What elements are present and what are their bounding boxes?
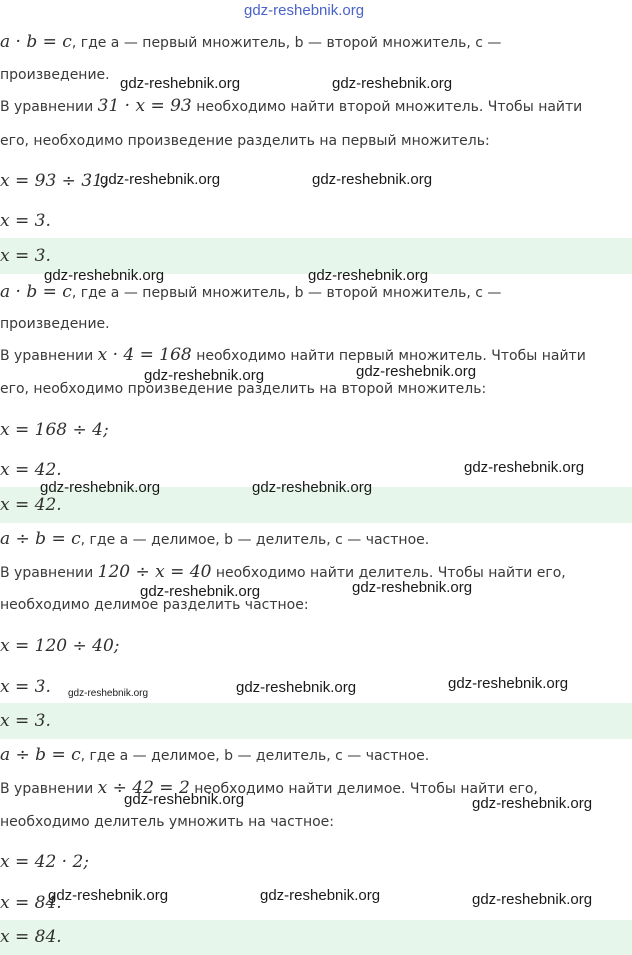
definition-formula: a ÷ b = c bbox=[0, 529, 81, 549]
definition-formula: a · b = c bbox=[0, 32, 72, 52]
definition-line bbox=[0, 529, 632, 550]
equation-line bbox=[0, 595, 632, 615]
watermark: gdz-reshebnik.org bbox=[236, 679, 357, 696]
equation-formula: 120 ÷ x = 40 bbox=[97, 562, 212, 582]
watermark: gdz-reshebnik.org bbox=[472, 891, 593, 908]
definition-text: , где a — делимое, b — делитель, c — частное. bbox=[80, 532, 430, 548]
watermark: gdz-reshebnik.org bbox=[140, 583, 261, 600]
equation-line bbox=[0, 131, 632, 151]
solution-step: x = 168 ÷ 4; bbox=[0, 420, 109, 440]
equation-line bbox=[0, 345, 632, 366]
equation-formula: x ÷ 42 = 2 bbox=[97, 778, 190, 798]
equation-text: необходимо найти делимое. Чтобы найти его, bbox=[189, 781, 538, 797]
equation-line bbox=[0, 96, 632, 117]
watermark: gdz-reshebnik.org bbox=[472, 795, 593, 812]
equation-intro: В уравнении bbox=[0, 348, 98, 364]
solution-step: x = 42. bbox=[0, 460, 62, 480]
definition-formula: a · b = c bbox=[0, 282, 72, 302]
solution-step: x = 3. bbox=[0, 211, 51, 231]
watermark: gdz-reshebnik.org bbox=[448, 675, 569, 692]
watermark: gdz-reshebnik.org bbox=[44, 267, 165, 284]
equation-line bbox=[0, 379, 632, 399]
definition-text: , где a — делимое, b — делитель, c — частное. bbox=[80, 748, 430, 764]
watermark: gdz-reshebnik.org bbox=[68, 688, 149, 699]
equation-line bbox=[0, 812, 632, 832]
watermark: gdz-reshebnik.org bbox=[40, 479, 161, 496]
watermark: gdz-reshebnik.org bbox=[120, 75, 241, 92]
definition-text: , где a — первый множитель, b — второй множитель, c — bbox=[71, 285, 502, 301]
watermark-top: gdz-reshebnik.org bbox=[244, 2, 365, 19]
equation-intro: В уравнении bbox=[0, 99, 98, 115]
equation-intro: В уравнении bbox=[0, 781, 98, 797]
equation-formula: 31 · x = 93 bbox=[97, 96, 192, 116]
watermark: gdz-reshebnik.org bbox=[352, 579, 473, 596]
definition-text: произведение. bbox=[0, 316, 110, 332]
watermark: gdz-reshebnik.org bbox=[144, 367, 265, 384]
answer-line: x = 3. bbox=[0, 246, 51, 266]
definition-text: , где a — первый множитель, b — второй множитель, c — bbox=[71, 35, 502, 51]
watermark: gdz-reshebnik.org bbox=[48, 887, 169, 904]
watermark: gdz-reshebnik.org bbox=[252, 479, 373, 496]
definition-formula: a ÷ b = c bbox=[0, 745, 81, 765]
equation-intro: В уравнении bbox=[0, 565, 98, 581]
equation-text: его, необходимо произведение разделить на первый множитель: bbox=[0, 133, 490, 149]
equation-text: необходимо найти делитель. Чтобы найти его, bbox=[211, 565, 566, 581]
watermark: gdz-reshebnik.org bbox=[124, 791, 245, 808]
solution-step: x = 120 ÷ 40; bbox=[0, 636, 120, 656]
equation-formula: x · 4 = 168 bbox=[97, 345, 192, 365]
watermark: gdz-reshebnik.org bbox=[100, 171, 221, 188]
definition-text: произведение. bbox=[0, 67, 110, 83]
watermark: gdz-reshebnik.org bbox=[332, 75, 453, 92]
equation-text: его, необходимо произведение разделить на второй множитель: bbox=[0, 381, 487, 397]
watermark: gdz-reshebnik.org bbox=[356, 363, 477, 380]
solution-step: x = 93 ÷ 31; bbox=[0, 171, 109, 191]
definition-line bbox=[0, 314, 632, 334]
equation-text: необходимо найти второй множитель. Чтобы найти bbox=[191, 99, 583, 115]
equation-text: необходимо найти первый множитель. Чтобы найти bbox=[191, 348, 586, 364]
definition-line bbox=[0, 282, 632, 303]
solution-step: x = 3. bbox=[0, 677, 51, 697]
equation-text: необходимо делитель умножить на частное: bbox=[0, 814, 334, 830]
watermark: gdz-reshebnik.org bbox=[308, 267, 429, 284]
answer-line: x = 84. bbox=[0, 927, 62, 947]
answer-line: x = 3. bbox=[0, 711, 51, 731]
equation-text: необходимо делимое разделить частное: bbox=[0, 597, 309, 613]
answer-line: x = 42. bbox=[0, 495, 62, 515]
solution-step: x = 42 · 2; bbox=[0, 852, 90, 872]
definition-line bbox=[0, 32, 632, 53]
watermark: gdz-reshebnik.org bbox=[260, 887, 381, 904]
definition-line bbox=[0, 65, 632, 85]
equation-line bbox=[0, 562, 632, 583]
definition-line bbox=[0, 745, 632, 766]
solution-step: x = 84. bbox=[0, 893, 62, 913]
watermark: gdz-reshebnik.org bbox=[312, 171, 433, 188]
watermark: gdz-reshebnik.org bbox=[464, 459, 585, 476]
